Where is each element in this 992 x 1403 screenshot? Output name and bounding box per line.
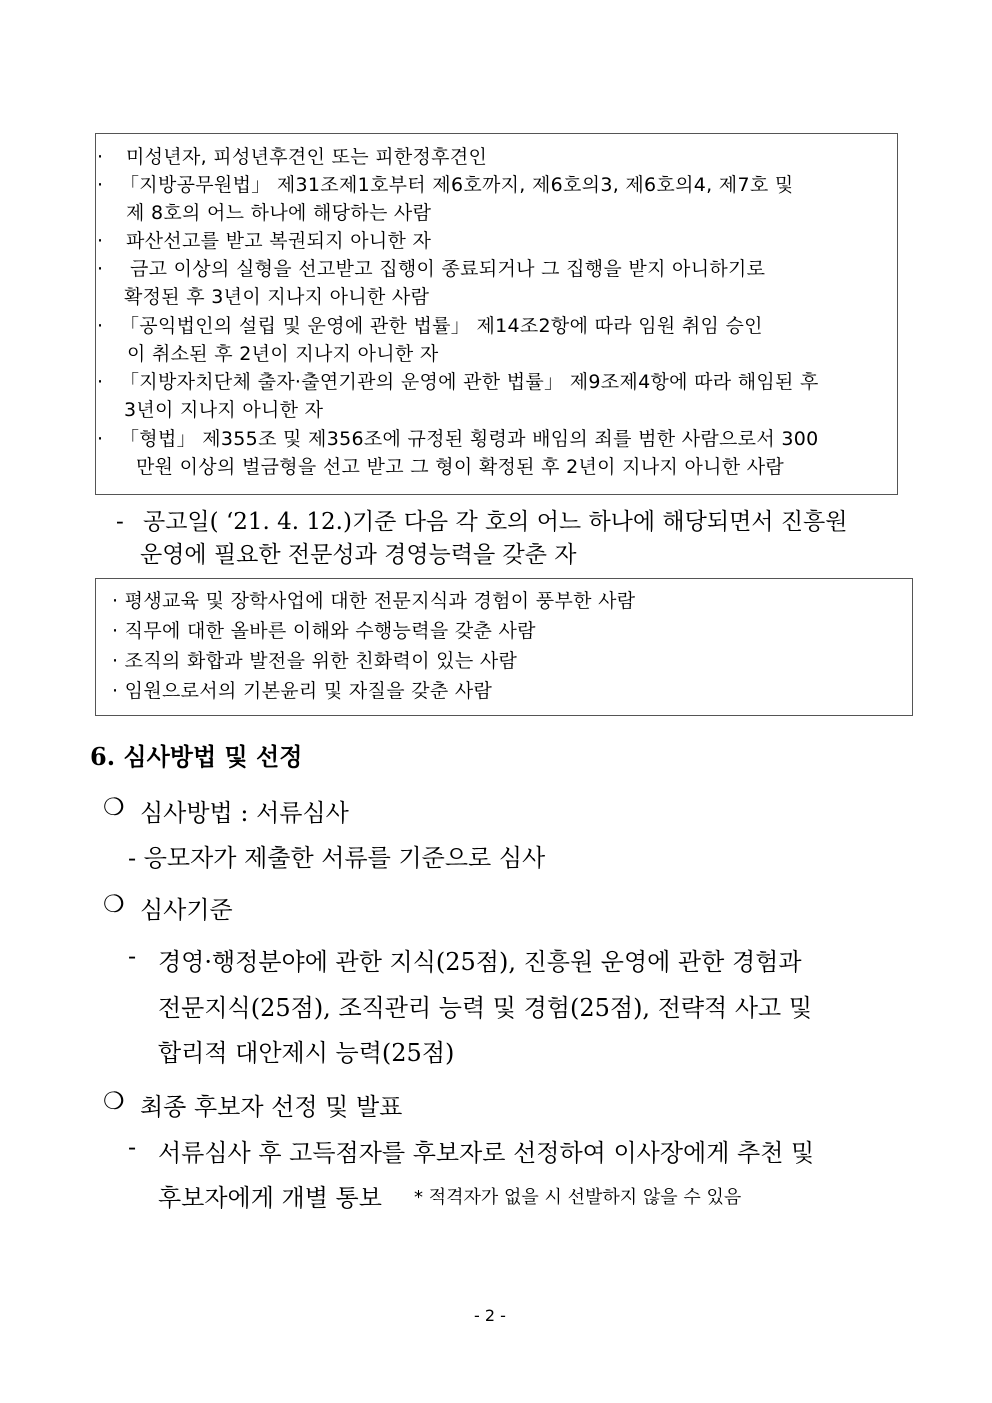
qualification-dash: -: [116, 509, 124, 535]
bullet-icon: ·: [97, 146, 104, 168]
qualification-line1: 공고일( ‘21. 4. 12.)기준 다음 각 호의 어느 하나에 해당되면서 진흥원: [143, 509, 848, 535]
criteria-line2: 전문지식(25점), 조직관리 능력 및 경험(25점), 전략적 사고 및: [158, 994, 813, 1022]
disqualification-item-line: 금고 이상의 실형을 선고받고 집행이 종료되거나 그 집행을 받지 아니하기로: [130, 258, 766, 280]
qualification-item: · 조직의 화합과 발전을 위한 친화력이 있는 사람: [112, 650, 518, 672]
final-note: * 적격자가 없을 시 선발하지 않을 수 있음: [414, 1187, 742, 1208]
disqualification-item-line: 「지방자치단체 출자·출연기관의 운영에 관한 법률」 제9조제4항에 따라 해임된 후: [120, 371, 819, 393]
bullet-icon: ·: [97, 315, 104, 337]
qualification-item: · 직무에 대한 올바른 이해와 수행능력을 갖춘 사람: [112, 620, 536, 642]
bullet-icon: ·: [97, 230, 104, 252]
disqualification-item-line: 「공익법인의 설립 및 운영에 관한 법률」 제14조2항에 따라 임원 취임 승인: [120, 315, 763, 337]
method-detail: - 응모자가 제출한 서류를 기준으로 심사: [128, 844, 546, 872]
qualification-item: · 임원으로서의 기본윤리 및 자질을 갖춘 사람: [112, 680, 493, 702]
section-title: 6. 심사방법 및 선정: [90, 742, 303, 771]
final-dash: -: [128, 1133, 137, 1161]
bullet-icon: ·: [97, 258, 104, 280]
final-marker: ❍: [103, 1087, 125, 1115]
final-line1: 서류심사 후 고득점자를 후보자로 선정하여 이사장에게 추천 및: [158, 1139, 815, 1167]
method-marker: ❍: [103, 793, 125, 821]
final-line2: 후보자에게 개별 통보: [158, 1184, 382, 1212]
final-title: 최종 후보자 선정 및 발표: [140, 1093, 403, 1121]
disqualification-item-line: 확정된 후 3년이 지나지 아니한 사람: [124, 286, 430, 308]
bullet-icon: ·: [97, 428, 104, 450]
disqualification-item-line: 「지방공무원법」 제31조제1호부터 제6호까지, 제6호의3, 제6호의4, 제7호 및: [120, 174, 794, 196]
criteria-title: 심사기준: [140, 896, 233, 924]
qualification-item: · 평생교육 및 장학사업에 대한 전문지식과 경험이 풍부한 사람: [112, 590, 636, 612]
page-number: - 2 -: [474, 1306, 506, 1325]
disqualification-item-line: 파산선고를 받고 복권되지 아니한 자: [126, 230, 432, 252]
method-title: 심사방법 : 서류심사: [140, 799, 349, 827]
disqualification-item-line: 3년이 지나지 아니한 자: [124, 399, 324, 421]
criteria-dash: -: [128, 942, 137, 970]
disqualification-item-line: 미성년자, 피성년후견인 또는 피한정후견인: [126, 146, 488, 168]
criteria-line3: 합리적 대안제시 능력(25점): [158, 1039, 455, 1067]
disqualification-item-line: 만원 이상의 벌금형을 선고 받고 그 형이 확정된 후 2년이 지나지 아니한 사람: [136, 456, 785, 478]
criteria-marker: ❍: [103, 890, 125, 918]
bullet-icon: ·: [97, 371, 104, 393]
disqualification-item-line: 제 8호의 어느 하나에 해당하는 사람: [126, 202, 432, 224]
bullet-icon: ·: [97, 174, 104, 196]
qualification-line2: 운영에 필요한 전문성과 경영능력을 갖춘 자: [140, 542, 577, 568]
disqualification-item-line: 이 취소된 후 2년이 지나지 아니한 자: [127, 343, 439, 365]
disqualification-item-line: 「형법」 제355조 및 제356조에 규정된 횡령과 배임의 죄를 범한 사람으로서 300: [120, 428, 819, 450]
criteria-line1: 경영·행정분야에 관한 지식(25점), 진흥원 운영에 관한 경험과: [158, 948, 802, 976]
